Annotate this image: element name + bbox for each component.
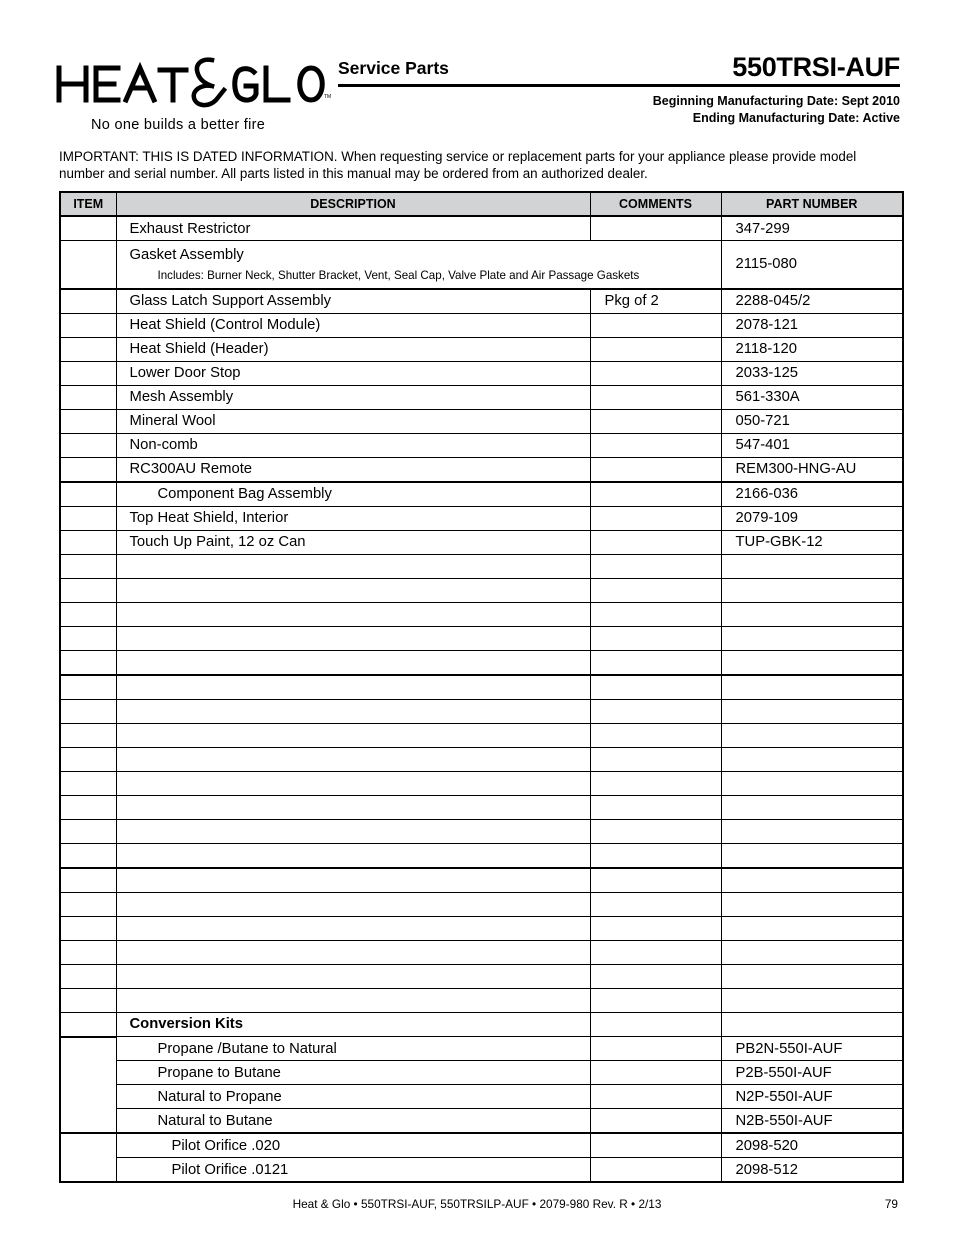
description-cell: [116, 699, 590, 723]
description-cell: Natural to Propane: [116, 1085, 590, 1109]
comments-cell: [590, 1133, 721, 1158]
item-cell: [60, 216, 116, 241]
description-cell: Heat Shield (Control Module): [116, 313, 590, 337]
comments-cell: [590, 626, 721, 650]
comments-cell: [590, 385, 721, 409]
empty-row: [60, 650, 903, 675]
empty-row: [60, 916, 903, 940]
comments-cell: [590, 313, 721, 337]
table-row: [60, 1061, 903, 1085]
table-row: [60, 385, 903, 409]
comments-cell: Pkg of 2: [590, 289, 721, 314]
empty-row: [60, 940, 903, 964]
item-cell: [60, 482, 116, 507]
part-number-cell: REM300-HNG-AU: [721, 457, 903, 482]
item-cell: [60, 457, 116, 482]
part-number-cell: [721, 747, 903, 771]
comments-cell: [590, 457, 721, 482]
part-number-cell: N2P-550I-AUF: [721, 1085, 903, 1109]
comments-cell: [590, 361, 721, 385]
part-number-cell: [721, 578, 903, 602]
empty-row: [60, 771, 903, 795]
table-header-row: [60, 192, 903, 216]
comments-cell: [590, 916, 721, 940]
description-cell: Non-comb: [116, 433, 590, 457]
item-cell: [60, 650, 116, 675]
table-row: [60, 289, 903, 314]
item-cell: [60, 988, 116, 1012]
description-cell: [116, 650, 590, 675]
description-cell: Touch Up Paint, 12 oz Can: [116, 530, 590, 554]
empty-row: [60, 747, 903, 771]
part-number-cell: [721, 699, 903, 723]
description-cell: [116, 578, 590, 602]
empty-row: [60, 988, 903, 1012]
item-cell: [60, 699, 116, 723]
part-number-cell: 547-401: [721, 433, 903, 457]
table-row: [60, 506, 903, 530]
trademark-mark: TM: [324, 94, 332, 100]
important-note: IMPORTANT: THIS IS DATED INFORMATION. When requesting service or replacement parts for your appliance please provide model number and serial number. All parts listed in this manual may be ordered from an authorized dealer.: [59, 149, 857, 181]
item-cell: [60, 795, 116, 819]
table-row: [60, 361, 903, 385]
part-number-cell: [721, 771, 903, 795]
item-cell: [60, 868, 116, 893]
table-row: [60, 433, 903, 457]
comments-cell: [590, 337, 721, 361]
description-cell: RC300AU Remote: [116, 457, 590, 482]
item-cell: [60, 337, 116, 361]
part-number-cell: [721, 626, 903, 650]
comments-cell: [590, 675, 721, 700]
description-note: Includes: Burner Neck, Shutter Bracket, Vent, Seal Cap, Valve Plate and Air Passage Gaskets: [157, 268, 640, 282]
empty-row: [60, 578, 903, 602]
comments-cell: [590, 964, 721, 988]
table-row: [60, 216, 903, 241]
description-cell: Glass Latch Support Assembly: [116, 289, 590, 314]
description-cell: [116, 988, 590, 1012]
item-cell: [60, 1012, 116, 1037]
part-number-cell: 2288-045/2: [721, 289, 903, 314]
comments-cell: [590, 1085, 721, 1109]
description-cell: [116, 723, 590, 747]
comments-cell: [590, 795, 721, 819]
description-cell: Component Bag Assembly: [116, 482, 590, 507]
empty-row: [60, 723, 903, 747]
description-cell: Pilot Orifice .020: [116, 1133, 590, 1158]
comments-cell: [590, 843, 721, 868]
part-number-cell: [721, 554, 903, 578]
description-cell: [116, 843, 590, 868]
item-cell: [60, 916, 116, 940]
end-date: Ending Manufacturing Date: Active: [692, 111, 900, 125]
part-number-cell: [721, 868, 903, 893]
description-cell: Lower Door Stop: [116, 361, 590, 385]
part-number-cell: [721, 602, 903, 626]
part-number-cell: 347-299: [721, 216, 903, 241]
table-row: [60, 1085, 903, 1109]
description-cell: Mesh Assembly: [116, 385, 590, 409]
table-row: [60, 1037, 903, 1061]
description-cell: [116, 602, 590, 626]
item-cell: [60, 964, 116, 988]
comments-cell: [590, 216, 721, 241]
comments-cell: [590, 650, 721, 675]
part-number-cell: 2115-080: [721, 241, 903, 289]
item-cell: [60, 940, 116, 964]
description-cell: [116, 675, 590, 700]
description-text: Gasket Assembly: [129, 246, 244, 263]
description-cell: [116, 916, 590, 940]
description-cell: [116, 747, 590, 771]
title-rule: [338, 84, 900, 87]
part-number-cell: [721, 988, 903, 1012]
item-cell: [60, 771, 116, 795]
comments-cell: [590, 506, 721, 530]
empty-row: [60, 602, 903, 626]
comments-cell: [590, 1109, 721, 1134]
part-number-cell: [721, 650, 903, 675]
part-number-cell: [721, 940, 903, 964]
item-cell: [60, 289, 116, 314]
empty-row: [60, 626, 903, 650]
part-number-cell: [721, 1012, 903, 1037]
part-number-cell: 2033-125: [721, 361, 903, 385]
comments-cell: [590, 554, 721, 578]
heat-glo-logo-icon: [56, 54, 336, 112]
comments-cell: [590, 409, 721, 433]
part-number-cell: 050-721: [721, 409, 903, 433]
item-cell: [60, 747, 116, 771]
item-cell: [60, 506, 116, 530]
item-cell: [60, 892, 116, 916]
table-row: [60, 1158, 903, 1183]
part-number-cell: [721, 892, 903, 916]
comments-cell: [590, 1061, 721, 1085]
table-row: [60, 530, 903, 554]
empty-row: [60, 843, 903, 868]
comments-cell: [590, 819, 721, 843]
comments-cell: [590, 530, 721, 554]
item-cell: [60, 602, 116, 626]
description-cell: [116, 868, 590, 893]
description-cell: [116, 241, 721, 289]
description-cell: [116, 626, 590, 650]
brand-logo: [56, 54, 336, 134]
description-cell: Pilot Orifice .0121: [116, 1158, 590, 1183]
description-cell: Mineral Wool: [116, 409, 590, 433]
comments-cell: [590, 868, 721, 893]
empty-row: [60, 675, 903, 700]
part-number-cell: 2098-520: [721, 1133, 903, 1158]
description-cell: [116, 964, 590, 988]
model-title: 550TRSI-AUF: [732, 52, 900, 82]
description-cell: [116, 771, 590, 795]
description-cell: [116, 795, 590, 819]
part-number-cell: P2B-550I-AUF: [721, 1061, 903, 1085]
item-cell: [60, 361, 116, 385]
item-cell: [60, 723, 116, 747]
conversion-heading-row: [60, 1012, 903, 1037]
comments-cell: [590, 699, 721, 723]
item-cell: [60, 433, 116, 457]
empty-row: [60, 699, 903, 723]
empty-row: [60, 795, 903, 819]
table-row: [60, 313, 903, 337]
table-row: [60, 241, 903, 289]
part-number-cell: [721, 795, 903, 819]
table-row: [60, 482, 903, 507]
parts-table: [59, 191, 904, 1183]
empty-row: [60, 964, 903, 988]
table-row: [60, 457, 903, 482]
description-cell: [116, 554, 590, 578]
item-cell: [60, 578, 116, 602]
item-cell: [60, 1133, 116, 1182]
section-title: Service Parts: [338, 58, 449, 78]
comments-cell: [590, 433, 721, 457]
manufacturing-dates: [653, 93, 900, 127]
footer-text: Heat & Glo • 550TRSI-AUF, 550TRSILP-AUF • 2079-980 Rev. R • 2/13: [292, 1197, 662, 1211]
comments-cell: [590, 940, 721, 964]
comments-cell: [590, 723, 721, 747]
comments-cell: [590, 1158, 721, 1183]
empty-row: [60, 868, 903, 893]
page-number: 79: [884, 1197, 898, 1211]
description-cell: Exhaust Restrictor: [116, 216, 590, 241]
conversion-kits-heading: Conversion Kits: [116, 1012, 590, 1037]
part-number-cell: N2B-550I-AUF: [721, 1109, 903, 1134]
header-description: DESCRIPTION: [116, 192, 590, 216]
comments-cell: [590, 892, 721, 916]
part-number-cell: 2166-036: [721, 482, 903, 507]
begin-date: Beginning Manufacturing Date: Sept 2010: [652, 94, 900, 108]
description-cell: [116, 892, 590, 916]
item-cell: [60, 241, 116, 289]
item-cell: [60, 819, 116, 843]
description-cell: Natural to Butane: [116, 1109, 590, 1134]
header-part-number: PART NUMBER: [721, 192, 903, 216]
part-number-cell: [721, 843, 903, 868]
part-number-cell: [721, 819, 903, 843]
part-number-cell: [721, 916, 903, 940]
part-number-cell: 2078-121: [721, 313, 903, 337]
item-cell: [60, 554, 116, 578]
item-cell: [60, 675, 116, 700]
comments-cell: [590, 578, 721, 602]
empty-row: [60, 892, 903, 916]
part-number-cell: 2079-109: [721, 506, 903, 530]
part-number-cell: 561-330A: [721, 385, 903, 409]
header-comments: COMMENTS: [590, 192, 721, 216]
comments-cell: [590, 988, 721, 1012]
part-number-cell: PB2N-550I-AUF: [721, 1037, 903, 1061]
item-cell: [60, 313, 116, 337]
table-row: [60, 1109, 903, 1134]
description-cell: Propane to Butane: [116, 1061, 590, 1085]
description-cell: Top Heat Shield, Interior: [116, 506, 590, 530]
item-cell: [60, 626, 116, 650]
description-cell: [116, 940, 590, 964]
empty-row: [60, 554, 903, 578]
comments-cell: [590, 1012, 721, 1037]
comments-cell: [590, 482, 721, 507]
table-row: [60, 337, 903, 361]
comments-cell: [590, 747, 721, 771]
comments-cell: [590, 1037, 721, 1061]
part-number-cell: [721, 675, 903, 700]
table-row: [60, 1133, 903, 1158]
item-cell: [60, 530, 116, 554]
description-cell: [116, 819, 590, 843]
brand-tagline: No one builds a better fire: [91, 117, 266, 133]
part-number-cell: 2098-512: [721, 1158, 903, 1183]
part-number-cell: [721, 964, 903, 988]
item-cell: [60, 843, 116, 868]
header-item: ITEM: [60, 192, 116, 216]
comments-cell: [590, 771, 721, 795]
item-cell: [60, 1037, 116, 1134]
table-row: [60, 409, 903, 433]
description-cell: Propane /Butane to Natural: [116, 1037, 590, 1061]
part-number-cell: 2118-120: [721, 337, 903, 361]
description-cell: Heat Shield (Header): [116, 337, 590, 361]
item-cell: [60, 385, 116, 409]
part-number-cell: [721, 723, 903, 747]
item-cell: [60, 409, 116, 433]
empty-row: [60, 819, 903, 843]
comments-cell: [590, 602, 721, 626]
part-number-cell: TUP-GBK-12: [721, 530, 903, 554]
